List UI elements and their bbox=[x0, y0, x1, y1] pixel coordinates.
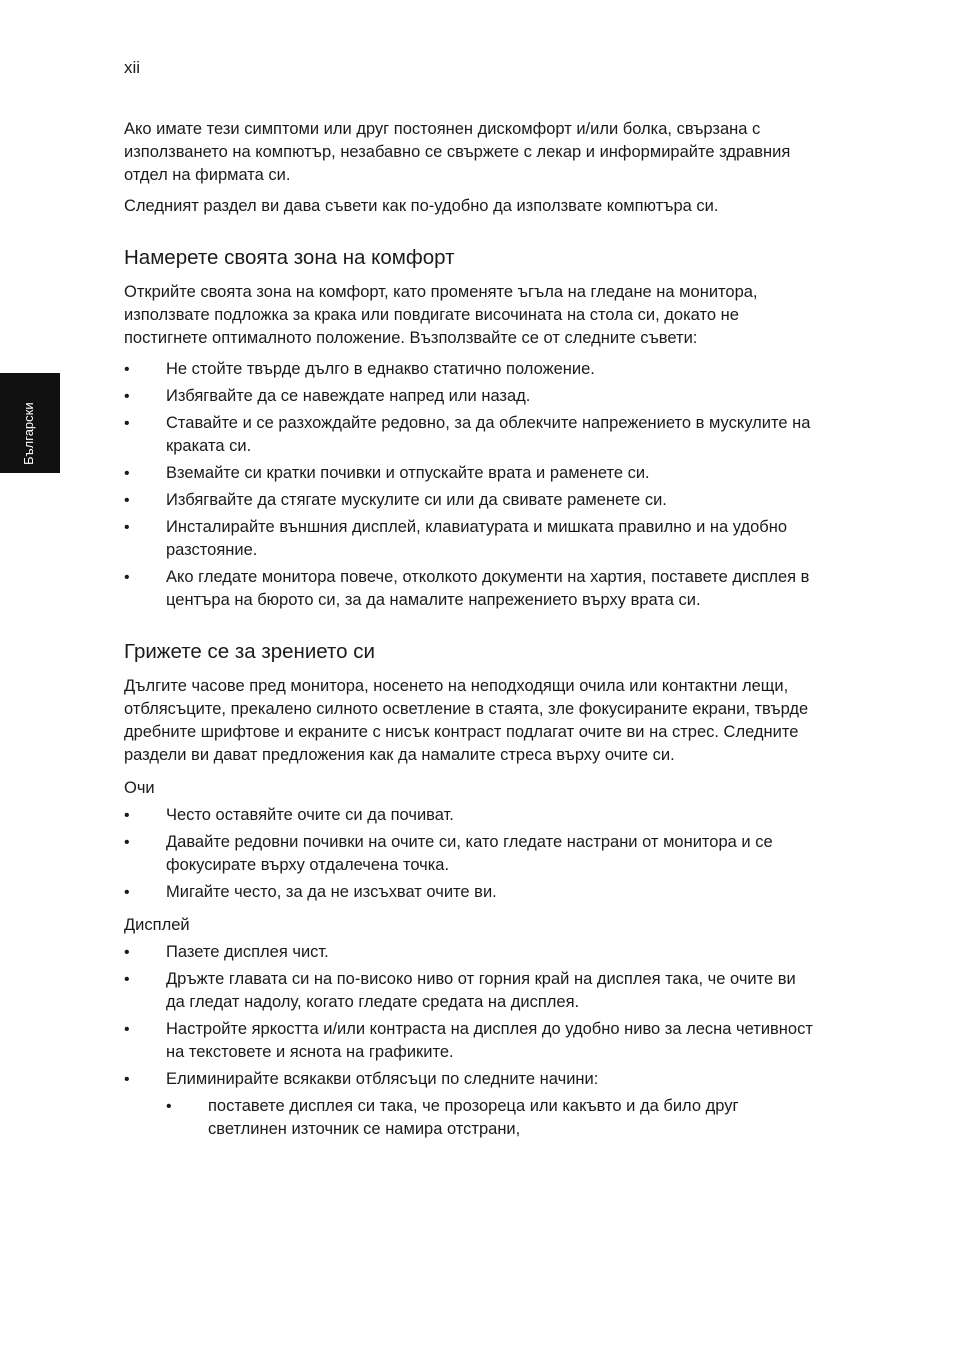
intro-paragraph-2: Следният раздел ви дава съвети как по-удобно да използвате компютъра си. bbox=[124, 197, 719, 215]
list-item: • Мигайте често, за да не изсъхват очите ви. bbox=[124, 881, 814, 904]
eyes-subheading: Очи bbox=[124, 779, 155, 797]
list-item: • Вземайте си кратки почивки и отпускайте врата и раменете си. bbox=[124, 462, 814, 485]
vision-paragraph: Дългите часове пред монитора, носенето на неподходящи очила или контактни лещи, отблясъците, прекалено силното осветление в стаята, зле фокусираните екрани, твърде дребните шрифтове и екраните с нисък контраст подлагат очите ви на стрес. Следните раздели ви дават предложения как да намалите стреса върху очите си. bbox=[124, 677, 809, 764]
eyes-list bbox=[124, 804, 814, 904]
list-item: • Ако гледате монитора повече, отколкото документи на хартия, поставете дисплея в центъра на бюрото си, за да намалите напрежението върху врата си. bbox=[124, 566, 814, 612]
vision-heading: Грижете се за зрението си bbox=[124, 640, 375, 663]
display-list bbox=[124, 941, 814, 1091]
list-item: • Инсталирайте външния дисплей, клавиатурата и мишката правилно и на удобно разстояние. bbox=[124, 516, 814, 562]
list-item: • Дръжте главата си на по-високо ниво от горния край на дисплея така, че очите ви да гледат надолу, когато гледате средата на дисплея. bbox=[124, 968, 814, 1014]
display-subheading: Дисплей bbox=[124, 916, 190, 934]
glare-sublist-wrapper bbox=[166, 1095, 814, 1141]
list-item: • Пазете дисплея чист. bbox=[124, 941, 814, 964]
list-item: • Настройте яркостта и/или контраста на дисплея до удобно ниво за лесна четивност на текстовете и яснота на графиките. bbox=[124, 1018, 814, 1064]
comfort-heading: Намерете своята зона на комфорт bbox=[124, 246, 455, 269]
document-body bbox=[124, 118, 814, 1145]
language-side-tab-label: Български bbox=[21, 402, 36, 465]
page-number: xii bbox=[124, 58, 141, 77]
list-item: • поставете дисплея си така, че прозореца или какъвто и да било друг светлинен източник се намира отстрани, bbox=[166, 1095, 814, 1141]
list-item: • Често оставяйте очите си да почиват. bbox=[124, 804, 814, 827]
comfort-list bbox=[124, 358, 814, 612]
list-item: • Ставайте и се разхождайте редовно, за да облекчите напрежението в мускулите на краката си. bbox=[124, 412, 814, 458]
list-item: • Давайте редовни почивки на очите си, като гледате настрани от монитора и се фокусирате върху отдалечена точка. bbox=[124, 831, 814, 877]
list-item: • Избягвайте да се навеждате напред или назад. bbox=[124, 385, 814, 408]
list-item: • Елиминирайте всякакви отблясъци по следните начини: bbox=[124, 1068, 814, 1091]
intro-paragraph-1: Ако имате тези симптоми или друг постоянен дискомфорт и/или болка, свързана с използването на компютър, незабавно се свържете с лекар и информирайте здравния отдел на фирмата си. bbox=[124, 120, 791, 184]
glare-list bbox=[166, 1095, 814, 1141]
comfort-paragraph: Открийте своята зона на комфорт, като променяте ъгъла на гледане на монитора, използвате подложка за крака или повдигате височината на стола си, докато не постигнете оптималното положение. Възползвайте се от следните съвети: bbox=[124, 283, 758, 347]
list-item: • Не стойте твърде дълго в еднакво статично положение. bbox=[124, 358, 814, 381]
list-item: • Избягвайте да стягате мускулите си или да свивате раменете си. bbox=[124, 489, 814, 512]
